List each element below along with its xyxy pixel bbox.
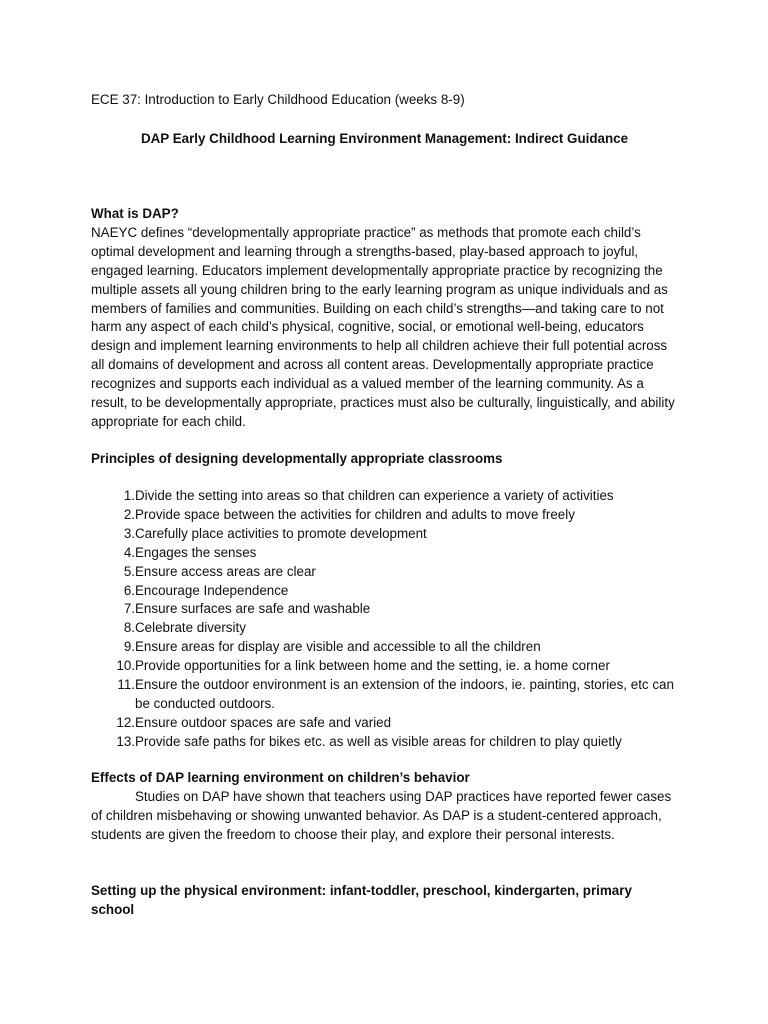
list-item bbox=[91, 525, 677, 544]
principles-list bbox=[91, 487, 677, 752]
list-text: Divide the setting into areas so that children can experience a variety of activities bbox=[135, 488, 614, 503]
list-item bbox=[91, 563, 677, 582]
list-text: Engages the senses bbox=[135, 544, 257, 560]
list-number: 13. bbox=[116, 733, 135, 749]
list-number: 6. bbox=[123, 582, 135, 598]
effects-body: Studies on DAP have shown that teachers using DAP practices have reported fewer cases of children misbehaving or showing unwanted behavior. As DAP is a student-centered approach, students are given the freedom to choose their play, and explore their personal interests. bbox=[91, 788, 672, 842]
list-text: Provide space between the activities for children and adults to move freely bbox=[135, 506, 575, 522]
list-number: 4. bbox=[123, 544, 135, 560]
list-item bbox=[91, 676, 677, 714]
list-item bbox=[91, 733, 677, 752]
list-text: Celebrate diversity bbox=[135, 620, 246, 636]
list-text: Carefully place activities to promote development bbox=[135, 525, 427, 541]
effects-section bbox=[91, 769, 677, 845]
list-item bbox=[91, 582, 677, 601]
list-number: 9. bbox=[123, 639, 135, 655]
setup-heading: Setting up the physical environment: infant-toddler, preschool, kindergarten, primary school bbox=[91, 883, 632, 917]
list-text: Provide opportunities for a link between home and the setting, ie. a home corner bbox=[135, 658, 610, 674]
what-is-dap-section bbox=[91, 205, 677, 432]
list-number: 1. bbox=[123, 488, 135, 503]
list-number: 8. bbox=[123, 620, 135, 636]
what-is-dap-body: NAEYC defines “developmentally appropriate practice” as methods that promote each child’s optimal development and learning through a strengths-based, play-based approach to joyful, engaged learning. Educators implement developmentally appropriate practice by recognizing the multiple assets all young children bring to the early learning program as unique individuals and as members of families and communities. Building on each child’s strengths—and taking care to not harm any aspect of each child’s physical, cognitive, social, or emotional well-being, educators design and implement learning environments to help all children achieve their full potential across all domains of development and across all content areas. Developmentally appropriate practice recognizes and supports each individual as a valued member of the learning community. As a result, to be developmentally appropriate, practices must also be culturally, linguistically, and ability appropriate for each child. bbox=[91, 224, 675, 429]
principles-heading: Principles of designing developmentally appropriate classrooms bbox=[91, 451, 503, 466]
list-number: 12. bbox=[116, 714, 135, 730]
list-text: Ensure the outdoor environment is an extension of the indoors, ie. painting, stories, etc can be conducted outdoors. bbox=[135, 677, 674, 711]
list-number: 7. bbox=[123, 601, 135, 617]
list-text: Ensure access areas are clear bbox=[135, 563, 316, 579]
list-item bbox=[91, 714, 677, 733]
list-number: 10. bbox=[116, 658, 135, 674]
list-item bbox=[91, 619, 677, 638]
list-text: Encourage Independence bbox=[135, 582, 289, 598]
what-is-dap-heading: What is DAP? bbox=[91, 206, 179, 221]
list-text: Ensure outdoor spaces are safe and varied bbox=[135, 714, 392, 730]
list-item bbox=[91, 657, 677, 676]
list-number: 3. bbox=[123, 525, 135, 541]
list-number: 2. bbox=[123, 506, 135, 522]
list-text: Provide safe paths for bikes etc. as well as visible areas for children to play quietly bbox=[135, 733, 622, 749]
list-item bbox=[91, 506, 677, 525]
effects-heading: Effects of DAP learning environment on children’s behavior bbox=[91, 770, 470, 785]
list-number: 11. bbox=[117, 677, 135, 693]
document-title: DAP Early Childhood Learning Environment Management: Indirect Guidance bbox=[140, 131, 629, 146]
list-text: Ensure surfaces are safe and washable bbox=[135, 601, 371, 617]
course-line: ECE 37: Introduction to Early Childhood Education (weeks 8-9) bbox=[91, 92, 465, 107]
list-number: 5. bbox=[123, 563, 135, 579]
list-item bbox=[91, 638, 677, 657]
list-item bbox=[91, 600, 677, 619]
list-item bbox=[91, 487, 677, 506]
list-text: Ensure areas for display are visible and accessible to all the children bbox=[135, 639, 541, 655]
list-item bbox=[91, 544, 677, 563]
